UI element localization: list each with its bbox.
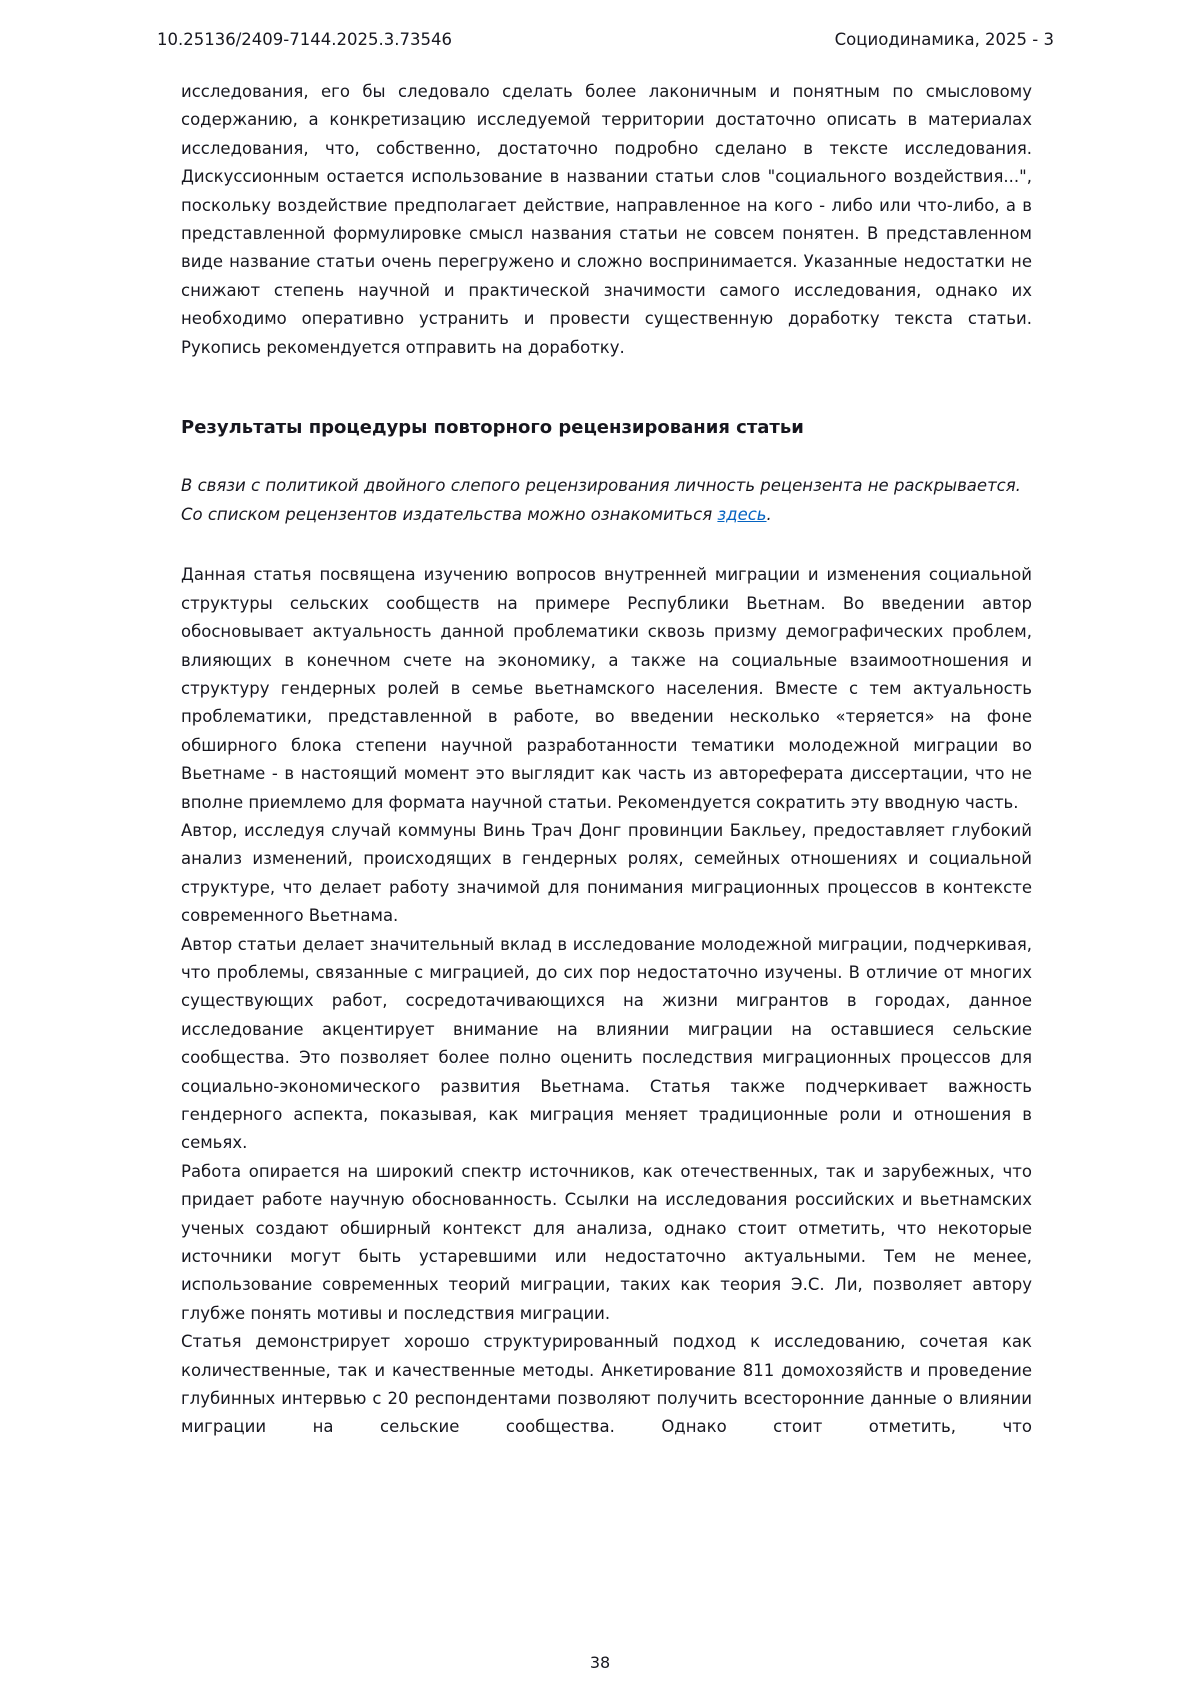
review-paragraph: Статья демонстрирует хорошо структурированный подход к исследованию, сочетая как количественные, так и качественные методы. Анкетирование 811 домохозяйств и проведение глубинных интервью с 20 респондентами позволяют получить всесторонние данные о влиянии миграции на сельские сообщества. Однако стоит отметить, что <box>181 1332 1032 1437</box>
header-doi: 10.25136/2409-7144.2025.3.73546 <box>157 30 452 49</box>
review-paragraph: Автор статьи делает значительный вклад в исследование молодежной миграции, подчеркивая, что проблемы, связанные с миграцией, до сих пор недостаточно изучены. В отличие от многих существующих работ, сосредотачивающихся на жизни мигрантов в городах, данное исследование акцентирует внимание на влиянии миграции на оставшиеся сельские сообщества. Это позволяет более полно оценить последствия миграционных процессов для социально-экономического развития Вьетнама. Статья также подчеркивает важность гендерного аспекта, показывая, как миграция меняет традиционные роли и отношения в семьях. <box>181 934 1032 1153</box>
running-header <box>157 30 1054 49</box>
page-number: 38 <box>589 1653 611 1672</box>
reviewers-list-suffix: . <box>766 504 772 524</box>
review-paragraph: Данная статья посвящена изучению вопросов внутренней миграции и изменения социальной структуры сельских сообществ на примере Республики Вьетнам. Во введении автор обосновывает актуальность данной проблематики сквозь призму демографических проблем, влияющих в конечном счете на экономику, а также на социальные взаимоотношения и структуру гендерных ролей в семье вьетнамского населения. Вместе с тем актуальность проблематики, представленной в работе, во введении несколько «теряется» на фоне обширного блока степени научной разработанности тематики молодежной миграции во Вьетнаме - в настоящий момент это выглядит как часть из автореферата диссертации, что не вполне приемлемо для формата научной статьи. Рекомендуется сократить эту вводную часть. <box>181 565 1032 812</box>
first-review-conclusion-paragraph: исследования, его бы следовало сделать более лаконичным и понятным по смысловому содержанию, а конкретизацию исследуемой территории достаточно описать в материалах исследования, что, собственно, достаточно подробно сделано в тексте исследования. Дискуссионным остается использование в названии статьи слов "социального воздействия...", поскольку воздействие предполагает действие, направленное на кого - либо или что-либо, а в представленной формулировке смысл названия статьи не совсем понятен. В представленном виде название статьи очень перегружено и сложно воспринимается. Указанные недостатки не снижают степень научной и практической значимости самого исследования, однако их необходимо оперативно устранить и провести существенную доработку текста статьи. Рукопись рекомендуется отправить на доработку. <box>181 82 1032 357</box>
section-heading: Результаты процедуры повторного рецензирования статьи <box>181 417 804 439</box>
reviewers-list-line <box>181 501 1032 529</box>
reviewers-list-prefix: Со списком рецензентов издательства можно ознакомиться <box>181 504 718 524</box>
reviewers-list-link[interactable]: здесь <box>717 504 767 524</box>
header-journal-title: Социодинамика, 2025 - 3 <box>834 30 1054 49</box>
second-review-body <box>181 561 1032 1442</box>
page-footer <box>0 1653 1200 1672</box>
review-paragraph: Автор, исследуя случай коммуны Винь Трач Донг провинции Бакльеу, предоставляет глубокий анализ изменений, происходящих в гендерных ролях, семейных отношениях и социальной структуре, что делает работу значимой для понимания миграционных процессов в контексте современного Вьетнама. <box>181 820 1032 926</box>
page-content <box>181 78 1032 1442</box>
reviewer-anonymity-notice <box>181 472 1032 529</box>
anonymity-notice-text: В связи с политикой двойного слепого рецензирования личность рецензента не раскрывается. <box>181 476 1021 496</box>
review-paragraph: Работа опирается на широкий спектр источников, как отечественных, так и зарубежных, что придает работе научную обоснованность. Ссылки на исследования российских и вьетнамских ученых создают обширный контекст для анализа, однако стоит отметить, что некоторые источники могут быть устаревшими или недостаточно актуальными. Тем не менее, использование современных теорий миграции, таких как теория Э.С. Ли, позволяет автору глубже понять мотивы и последствия миграции. <box>181 1161 1032 1323</box>
